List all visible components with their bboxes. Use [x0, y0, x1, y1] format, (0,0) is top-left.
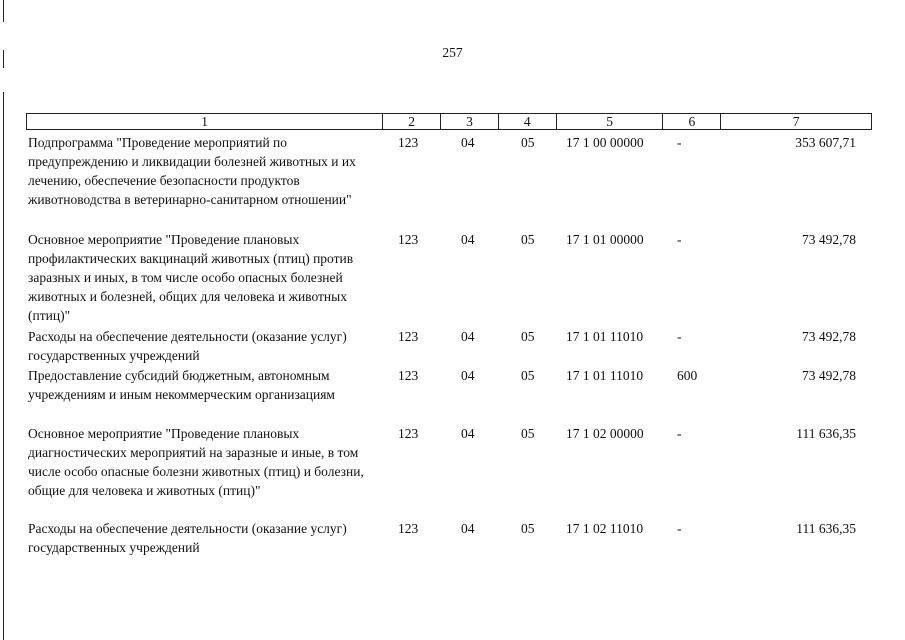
- row-name: Основное мероприятие "Проведение плановых профилактических вакцинаций животных (птиц) против заразных и иных, в том числе особо опасных болезней животных и болезней, общих для человека и животных (птиц)": [28, 232, 354, 323]
- row-col6: 600: [677, 368, 698, 383]
- row-col4: 05: [521, 521, 535, 536]
- row-col6: -: [677, 232, 682, 247]
- row-name: Подпрограмма "Проведение мероприятий по предупреждению и ликвидации болезней животных и их лечению, обеспечение безопасности продуктов животноводства в ветеринарно-санитарном отношении": [28, 135, 356, 207]
- row-col7: 111 636,35: [796, 426, 856, 441]
- row-col6: -: [677, 135, 682, 150]
- row-col4: 05: [521, 426, 535, 441]
- scan-margin-line-lower: [3, 92, 4, 640]
- row-col6: -: [677, 521, 682, 536]
- table-header-row: [26, 113, 872, 130]
- row-col7: 111 636,35: [796, 521, 856, 536]
- row-name: Расходы на обеспечение деятельности (оказание услуг) государственных учреждений: [28, 329, 347, 363]
- row-name: Основное мероприятие "Проведение плановых диагностических мероприятий на заразные и иные, в том числе особо опасные болезни животных (птиц) и болезни, общие для человека и животных (птиц)": [28, 426, 364, 498]
- row-name: Расходы на обеспечение деятельности (оказание услуг) государственных учреждений: [28, 521, 347, 555]
- row-col2: 123: [398, 135, 419, 150]
- header-cell: 7: [792, 114, 800, 129]
- page-number: 257: [442, 45, 463, 60]
- row-col6: -: [677, 426, 682, 441]
- row-col4: 05: [521, 135, 535, 150]
- row-col3: 04: [461, 368, 475, 383]
- row-col4: 05: [521, 232, 535, 247]
- row-col5: 17 1 01 00000: [566, 232, 644, 247]
- row-col3: 04: [461, 329, 475, 344]
- row-col2: 123: [398, 329, 419, 344]
- row-col5: 17 1 01 11010: [566, 329, 644, 344]
- row-col7: 73 492,78: [802, 368, 856, 383]
- row-col3: 04: [461, 135, 475, 150]
- row-col2: 123: [398, 368, 419, 383]
- header-cell: 1: [27, 114, 383, 129]
- row-col5: 17 1 02 00000: [566, 426, 644, 441]
- row-col5: 17 1 00 00000: [566, 135, 644, 150]
- row-col7: 73 492,78: [802, 232, 856, 247]
- row-col6: -: [677, 329, 682, 344]
- row-col5: 17 1 02 11010: [566, 521, 644, 536]
- row-col3: 04: [461, 426, 475, 441]
- row-col2: 123: [398, 426, 419, 441]
- row-col3: 04: [461, 232, 475, 247]
- header-cell: 6: [663, 114, 721, 129]
- header-cell: 4: [499, 114, 557, 129]
- row-col7: 73 492,78: [802, 329, 856, 344]
- header-cell: 5: [557, 114, 664, 129]
- header-cell: 2: [383, 114, 441, 129]
- row-col2: 123: [398, 232, 419, 247]
- row-col7: 353 607,71: [795, 135, 856, 150]
- row-col5: 17 1 01 11010: [566, 368, 644, 383]
- row-col3: 04: [461, 521, 475, 536]
- row-col4: 05: [521, 329, 535, 344]
- row-col4: 05: [521, 368, 535, 383]
- row-col2: 123: [398, 521, 419, 536]
- header-cell: 3: [441, 114, 499, 129]
- row-name: Предоставление субсидий бюджетным, автономным учреждениям и иным некоммерческим организациям: [28, 368, 335, 402]
- scan-margin-line-top: [3, 0, 4, 22]
